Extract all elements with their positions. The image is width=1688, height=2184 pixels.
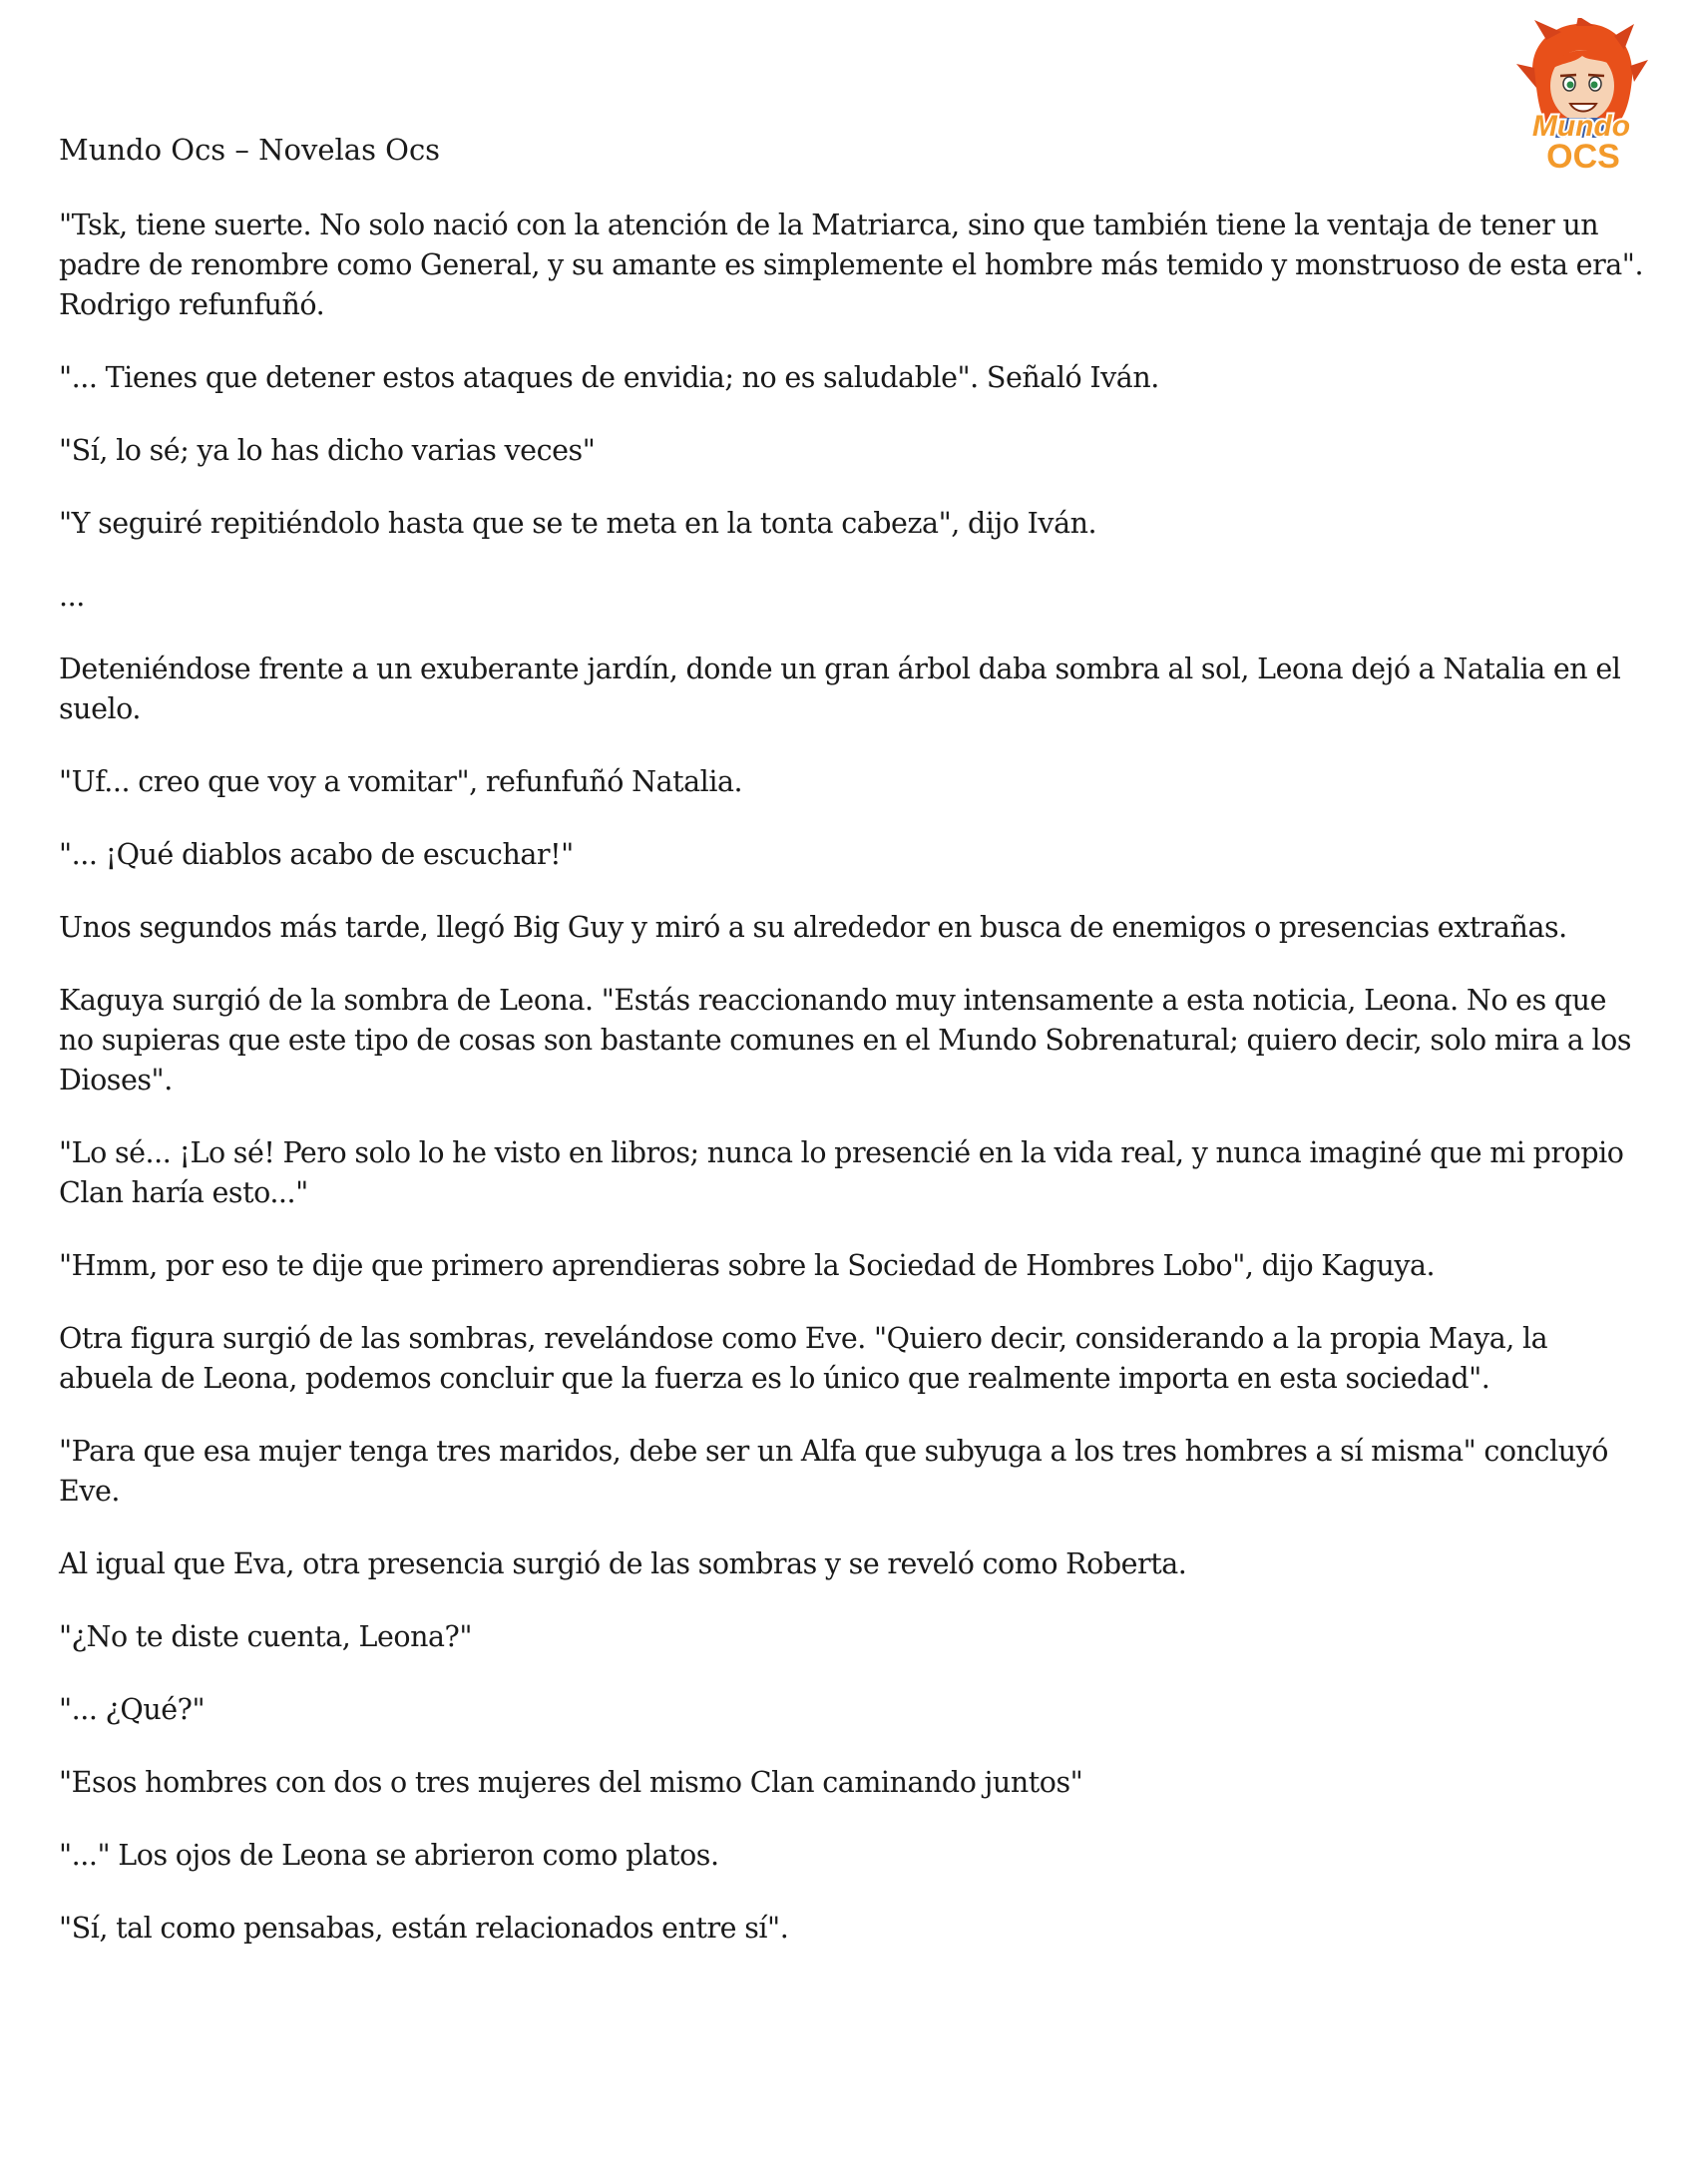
mundo-ocs-logo — [1506, 18, 1656, 173]
document-header: Mundo Ocs – Novelas Ocs — [59, 133, 441, 167]
paragraph: "... ¡Qué diablos acabo de escuchar!" — [59, 838, 574, 871]
paragraph: "Lo sé... ¡Lo sé! Pero solo lo he visto en libros; nunca lo presencié en la vida real, y nunca imaginé que mi propio Clan haría esto..." — [59, 1136, 1624, 1209]
paragraph: Otra figura surgió de las sombras, revelándose como Eve. "Quiero decir, considerando a la propia Maya, la abuela de Leona, podemos concluir que la fuerza es lo único que realmente importa en esta sociedad". — [59, 1322, 1548, 1395]
paragraph: Unos segundos más tarde, llegó Big Guy y miró a su alrededor en busca de enemigos o presencias extrañas. — [59, 911, 1567, 944]
paragraph: "Hmm, por eso te dije que primero aprendieras sobre la Sociedad de Hombres Lobo", dijo Kaguya. — [59, 1249, 1436, 1282]
paragraph: "Sí, tal como pensabas, están relacionados entre sí". — [59, 1912, 789, 1945]
paragraph: "¿No te diste cuenta, Leona?" — [59, 1620, 473, 1653]
paragraph: Deteniéndose frente a un exuberante jardín, donde un gran árbol daba sombra al sol, Leona dejó a Natalia en el suelo. — [59, 653, 1621, 725]
paragraph: "Sí, lo sé; ya lo has dicho varias veces" — [59, 434, 596, 467]
paragraph: "Uf... creo que voy a vomitar", refunfuñó Natalia. — [59, 765, 743, 798]
paragraph: "Para que esa mujer tenga tres maridos, debe ser un Alfa que subyuga a los tres hombres a sí misma" concluyó Eve. — [59, 1435, 1608, 1508]
svg-text:Mundo: Mundo — [1531, 110, 1631, 143]
paragraph: "..." Los ojos de Leona se abrieron como platos. — [59, 1839, 719, 1872]
paragraph: Al igual que Eva, otra presencia surgió de las sombras y se reveló como Roberta. — [59, 1547, 1187, 1580]
paragraph: "... ¿Qué?" — [59, 1693, 206, 1726]
paragraph: Kaguya surgió de la sombra de Leona. "Estás reaccionando muy intensamente a esta noticia, Leona. No es que no supieras que este tipo de cosas son bastante comunes en el Mundo Sobrenatural; quiero decir, solo mira a los Dioses". — [59, 984, 1632, 1096]
svg-text:OCS: OCS — [1546, 138, 1620, 173]
document-body — [59, 206, 1645, 1981]
paragraph: "Esos hombres con dos o tres mujeres del mismo Clan caminando juntos" — [59, 1766, 1083, 1799]
paragraph: "Y seguiré repitiéndolo hasta que se te meta en la tonta cabeza", dijo Iván. — [59, 507, 1097, 540]
paragraph: "... Tienes que detener estos ataques de envidia; no es saludable". Señaló Iván. — [59, 361, 1159, 394]
paragraph: ... — [59, 580, 85, 613]
paragraph: "Tsk, tiene suerte. No solo nació con la atención de la Matriarca, sino que también tiene la ventaja de tener un padre de renombre como General, y su amante es simplemente el hombre más temido y monstruoso de esta era". Rodrigo refunfuñó. — [59, 209, 1644, 321]
